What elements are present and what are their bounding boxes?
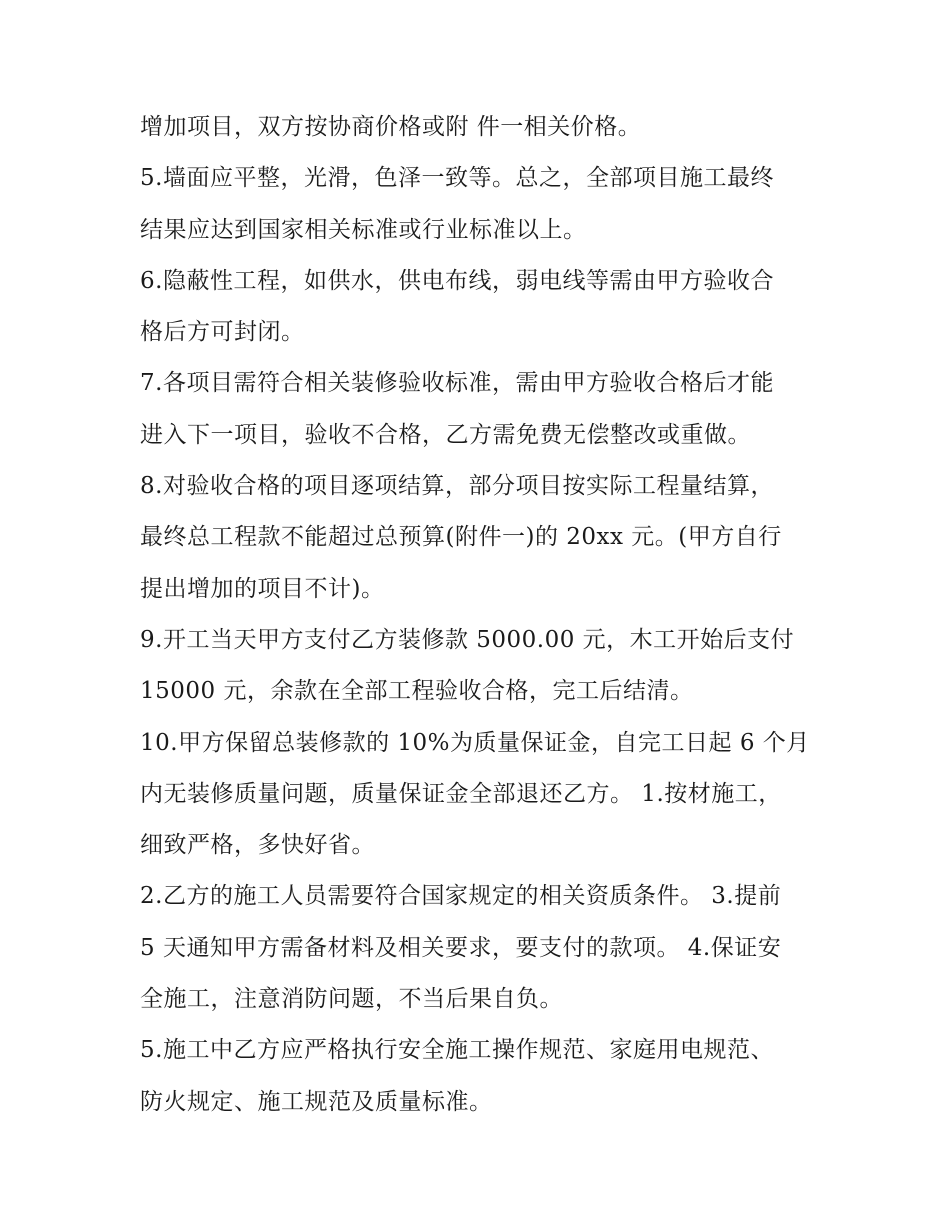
text-line: 格后方可封闭。 [140, 319, 305, 346]
text-line: 9.开工当天甲方支付乙方装修款 5000.00 元，木工开始后支付 [140, 626, 795, 653]
contract-text-body [140, 102, 820, 1128]
text-line: 全施工，注意消防问题，不当后果自负。 [140, 986, 563, 1013]
text-line: 提出增加的项目不计)。 [140, 575, 385, 602]
text-line: 内无装修质量问题，质量保证金全部退还乙方。 1.按材施工， [140, 780, 782, 807]
text-line: 10.甲方保留总装修款的 10%为质量保证金，自完工日起 6 个月 [140, 729, 810, 756]
text-line: 增加项目，双方按协商价格或附 件一相关价格。 [140, 114, 642, 140]
text-line: 7.各项目需符合相关装修验收标准，需由甲方验收合格后才能 [140, 370, 774, 397]
text-line: 结果应达到国家相关标准或行业标准以上。 [140, 216, 587, 243]
text-line: 5 天通知甲方需备材料及相关要求，要支付的款项。 4.保证安 [140, 934, 782, 961]
text-line: 2.乙方的施工人员需要符合国家规定的相关资质条件。 3.提前 [140, 883, 782, 910]
text-line: 5.施工中乙方应严格执行安全施工操作规范、家庭用电规范、 [140, 1037, 774, 1064]
text-line: 6.隐蔽性工程，如供水，供电布线，弱电线等需由甲方验收合 [140, 267, 774, 294]
text-line: 进入下一项目，验收不合格，乙方需免费无偿整改或重做。 [140, 421, 751, 448]
text-line: 5.墙面应平整，光滑，色泽一致等。总之，全部项目施工最终 [140, 165, 774, 192]
text-line: 防火规定、施工规范及质量标准。 [140, 1088, 493, 1115]
text-line: 8.对验收合格的项目逐项结算，部分项目按实际工程量结算， [140, 473, 774, 500]
text-line: 最终总工程款不能超过总预算(附件一)的 20xx 元。(甲方自行 [140, 524, 782, 551]
text-line: 细致严格，多快好省。 [140, 832, 375, 859]
text-line: 15000 元，余款在全部工程验收合格，完工后结清。 [140, 678, 694, 705]
